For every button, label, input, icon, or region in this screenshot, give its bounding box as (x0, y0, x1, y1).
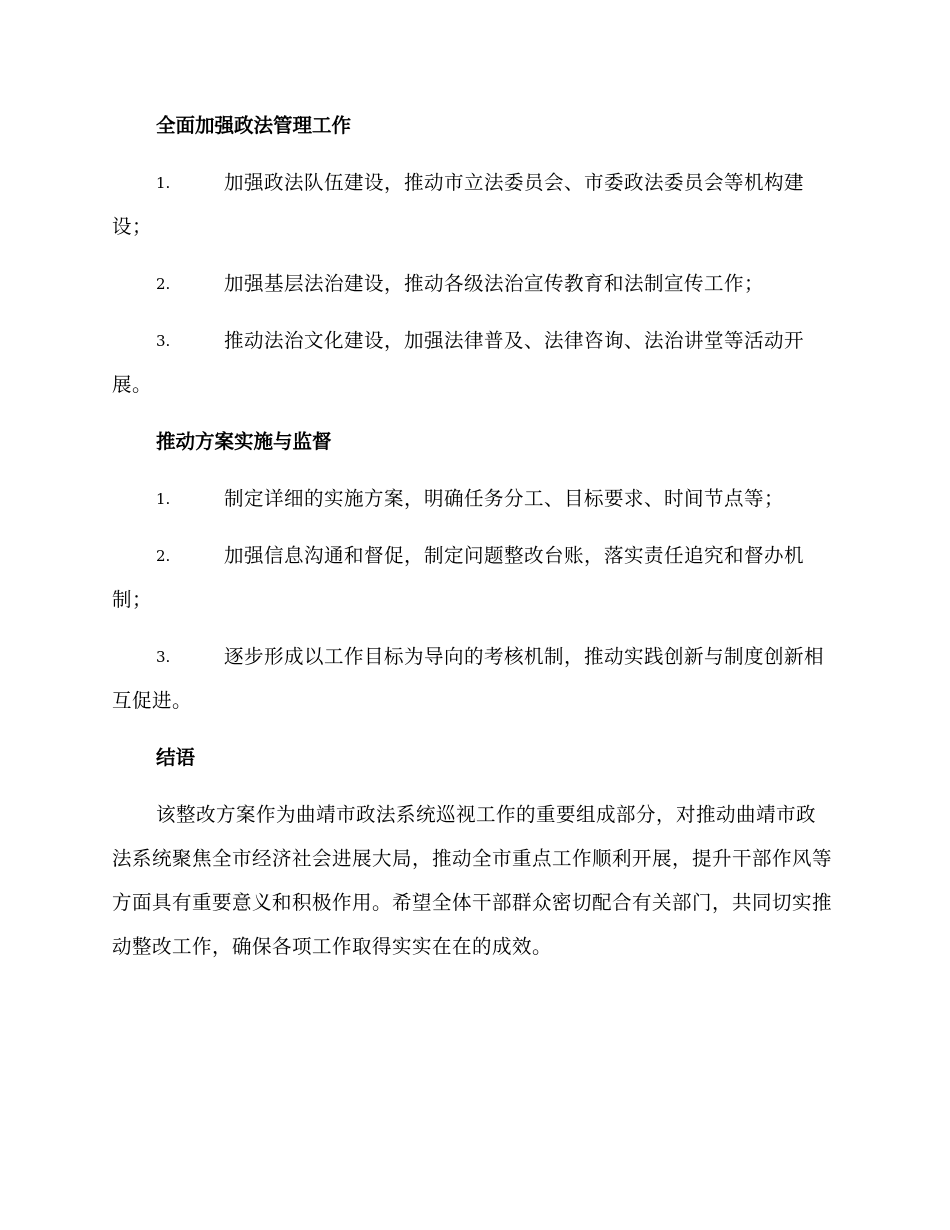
list-item (112, 161, 834, 249)
list-item-number: 3. (156, 332, 171, 350)
section-heading: 推动方案实施与监督 (156, 430, 332, 453)
document-page (112, 104, 834, 969)
section-heading: 全面加强政法管理工作 (156, 114, 352, 137)
list-item-text: 加强政法队伍建设，推动市立法委员会、市委政法委员会等机构建设； (112, 171, 805, 238)
list-item (112, 319, 834, 407)
list-item-text: 加强基层法治建设，推动各级法治宣传教育和法制宣传工作； (224, 272, 765, 295)
list-item-number: 2. (156, 547, 171, 565)
conclusion-heading: 结语 (156, 746, 196, 769)
list-item-text: 制定详细的实施方案，明确任务分工、目标要求、时间节点等； (224, 487, 785, 510)
conclusion-paragraph: 该整改方案作为曲靖市政法系统巡视工作的重要组成部分，对推动曲靖市政法系统聚焦全市经济社会进展大局，推动全市重点工作顺利开展，提升干部作风等方面具有重要意义和积极作用。希望全体干部群众密切配合有关部门，共同切实推动整改工作，确保各项工作取得实实在在的成效。 (112, 803, 833, 958)
list-item-number: 1. (156, 174, 171, 192)
list-item-text: 逐步形成以工作目标为导向的考核机制，推动实践创新与制度创新相互促进。 (112, 645, 825, 712)
list-item (112, 262, 834, 306)
list-item-number: 2. (156, 275, 171, 293)
list-item (112, 477, 834, 521)
list-item-number: 1. (156, 490, 171, 508)
list-item-text: 推动法治文化建设，加强法律普及、法律咨询、法治讲堂等活动开展。 (112, 329, 805, 396)
list-item (112, 534, 834, 622)
list-item-number: 3. (156, 648, 171, 666)
list-item (112, 635, 834, 723)
list-item-text: 加强信息沟通和督促，制定问题整改台账，落实责任追究和督办机制； (112, 544, 805, 611)
